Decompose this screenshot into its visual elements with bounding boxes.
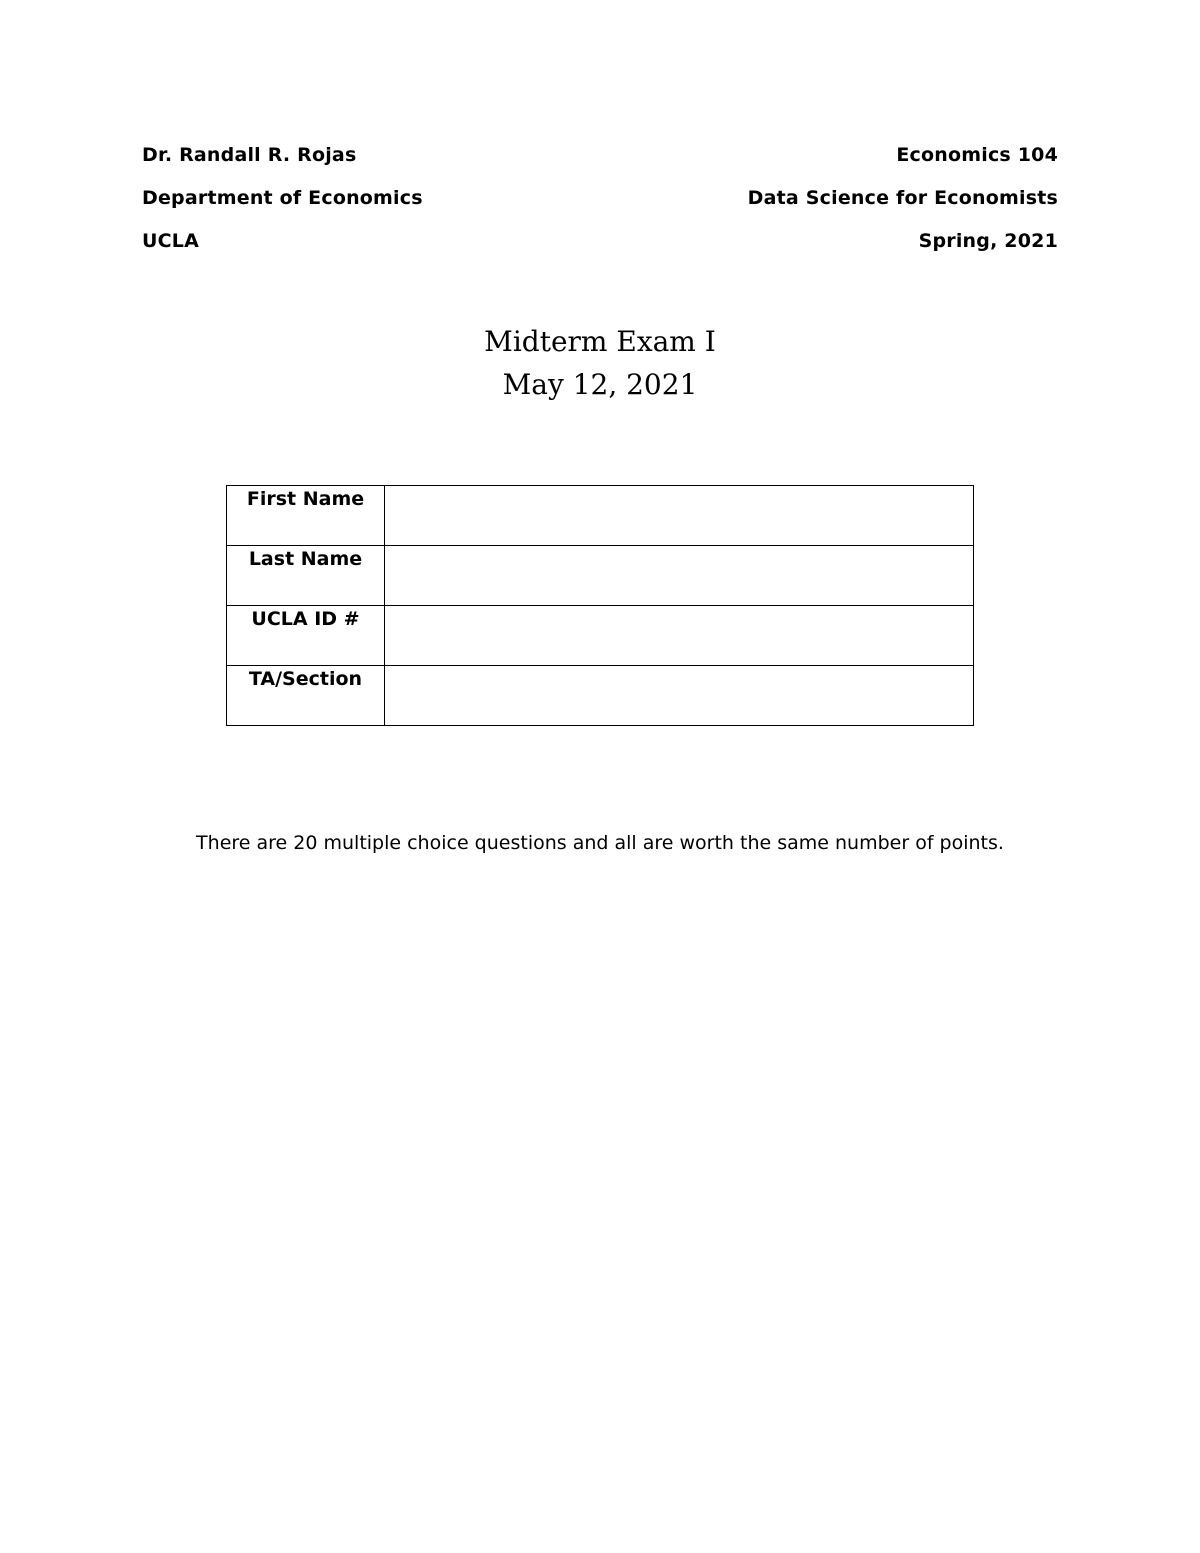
table-row [227, 546, 974, 606]
table-row [227, 606, 974, 666]
header-row-3 [142, 230, 1058, 260]
exam-name: Midterm Exam I [484, 325, 716, 358]
department-name: Department of Economics [142, 187, 423, 209]
course-number: Economics 104 [896, 144, 1058, 166]
header-row-1 [142, 144, 1058, 174]
student-info-table [226, 485, 974, 726]
ucla-id-field[interactable] [385, 606, 974, 666]
table-row [227, 666, 974, 726]
ucla-id-label: UCLA ID # [227, 606, 385, 666]
exam-title [0, 320, 1200, 406]
course-title: Data Science for Economists [747, 187, 1058, 209]
first-name-field[interactable] [385, 486, 974, 546]
header-row-2 [142, 187, 1058, 217]
last-name-label: Last Name [227, 546, 385, 606]
ta-section-field[interactable] [385, 666, 974, 726]
table-row [227, 486, 974, 546]
ta-section-label: TA/Section [227, 666, 385, 726]
first-name-label: First Name [227, 486, 385, 546]
term: Spring, 2021 [918, 230, 1058, 252]
university-name: UCLA [142, 230, 199, 252]
last-name-field[interactable] [385, 546, 974, 606]
exam-date: May 12, 2021 [502, 368, 698, 401]
instructor-name: Dr. Randall R. Rojas [142, 144, 357, 166]
exam-instructions: There are 20 multiple choice questions and all are worth the same number of points. [196, 832, 1004, 854]
